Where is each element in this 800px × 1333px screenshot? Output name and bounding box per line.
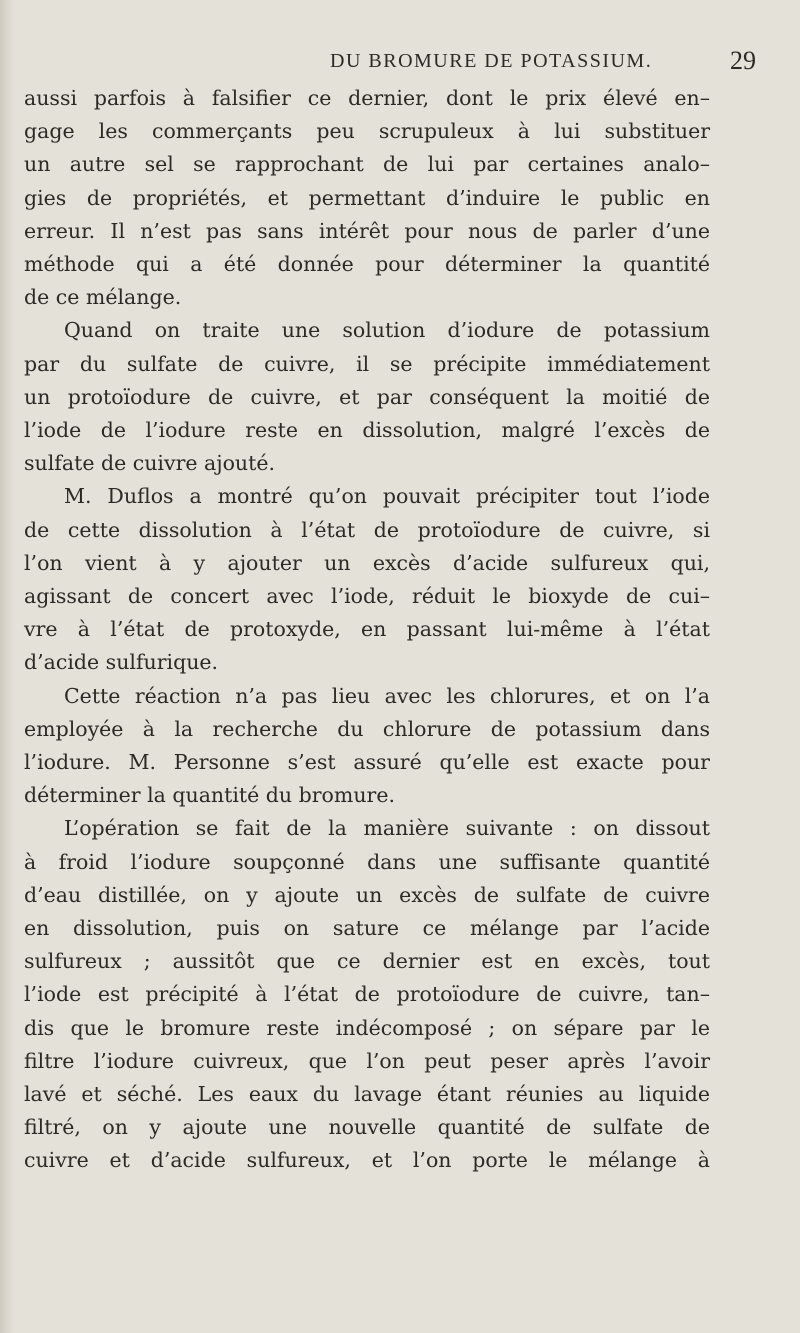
text-line: de cette dissolution à l’état de protoïodure de cuivre, si (24, 517, 710, 542)
page-binding-edge (0, 0, 14, 1333)
text-line: sulfureux ; aussitôt que ce dernier est en excès, tout (24, 949, 710, 974)
text-line: aussi parfois à falsifier ce dernier, dont le prix élevé en– (24, 86, 710, 110)
text-line: à froid l’iodure soupçonné dans une suffisante quantité (24, 849, 710, 874)
text-line: par du sulfate de cuivre, il se précipite immédiatement (24, 351, 710, 376)
text-line: agissant de concert avec l’iode, réduit le bioxyde de cui– (24, 584, 710, 608)
text-line: gies de propriétés, et permettant d’induire le public en (24, 185, 710, 210)
running-head: DU BROMURE DE POTASSIUM. (330, 50, 653, 72)
text-line: cuivre et d’acide sulfureux, et l’on porte le mélange à (24, 1148, 710, 1173)
text-line: l’on vient à y ajouter un excès d’acide sulfureux qui, (24, 550, 710, 575)
text-line: sulfate de cuivre ajouté. (24, 451, 276, 476)
page-number: 29 (730, 46, 756, 75)
text-line: Quand on traite une solution d’iodure de potassium (64, 318, 710, 343)
text-line: dis que le bromure reste indécomposé ; on sépare par le (24, 1015, 710, 1040)
text-line: l’iode est précipité à l’état de protoïodure de cuivre, tan– (24, 982, 710, 1007)
text-line: M. Duflos a montré qu’on pouvait précipiter tout l’iode (64, 484, 710, 509)
text-line: d’eau distillée, on y ajoute un excès de sulfate de cuivre (24, 882, 710, 907)
text-line: lavé et séché. Les eaux du lavage étant réunies au liquide (24, 1082, 710, 1106)
text-line: l’iode de l’iodure reste en dissolution, malgré l’excès de (24, 418, 710, 442)
text-line: l’iodure. M. Personne s’est assuré qu’elle est exacte pour (24, 750, 710, 774)
page-header (0, 38, 800, 78)
text-line: un autre sel se rapprochant de lui par certaines analo– (24, 152, 710, 177)
text-line: employée à la recherche du chlorure de potassium dans (24, 716, 710, 741)
text-line: filtré, on y ajoute une nouvelle quantité de sulfate de (24, 1115, 710, 1140)
text-line: filtre l’iodure cuivreux, que l’on peut peser après l’avoir (24, 1048, 710, 1073)
text-line: un protoïodure de cuivre, et par conséquent la moitié de (24, 384, 710, 409)
text-line: d’acide sulfurique. (24, 650, 219, 675)
text-line: L’opération se fait de la manière suivante : on dissout (64, 816, 710, 841)
text-line: erreur. Il n’est pas sans intérêt pour nous de parler d’une (24, 218, 710, 243)
text-line: en dissolution, puis on sature ce mélange par l’acide (24, 916, 710, 940)
text-line: déterminer la quantité du bromure. (24, 783, 395, 808)
text-line: Cette réaction n’a pas lieu avec les chlorures, et on l’a (64, 683, 710, 708)
text-line: gage les commerçants peu scrupuleux à lui substituer (24, 119, 710, 144)
text-line: vre à l’état de protoxyde, en passant lui-même à l’état (24, 617, 710, 642)
text-line: de ce mélange. (24, 285, 182, 310)
text-line: méthode qui a été donnée pour déterminer la quantité (24, 252, 710, 276)
